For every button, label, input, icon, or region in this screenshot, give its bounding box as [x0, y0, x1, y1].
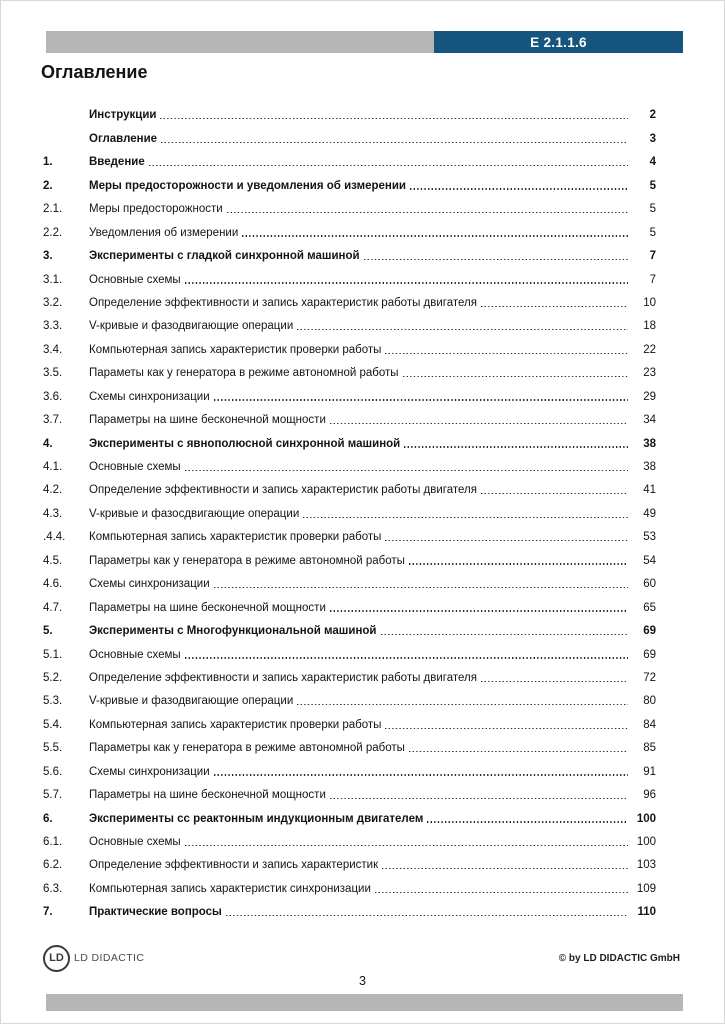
- toc-entry-number: 5.5.: [43, 742, 63, 755]
- toc-entry-page: 60: [643, 578, 656, 591]
- toc-entry-page: 10: [643, 296, 656, 309]
- toc-row[interactable]: [43, 732, 656, 755]
- toc-entry-title[interactable]: Меры предосторожности и уведомления об измерении: [89, 179, 406, 192]
- toc-entry-page: 23: [643, 367, 656, 380]
- toc-row[interactable]: [43, 896, 656, 919]
- toc-entry-page: 29: [643, 390, 656, 403]
- toc-entry-title[interactable]: Инструкции: [89, 109, 157, 122]
- dot-leader-line: [427, 821, 628, 822]
- toc-entry-number: 6.2.: [43, 859, 63, 872]
- toc-row[interactable]: [43, 287, 656, 310]
- toc-entry-page: 22: [643, 343, 656, 356]
- toc-entry-title[interactable]: Компьютерная запись характеристик проверки работы: [89, 531, 382, 544]
- header-bar-gray-segment: [46, 31, 434, 53]
- toc-entry-number: 6.3.: [43, 882, 63, 895]
- dot-leader-line: [385, 540, 628, 541]
- toc-entry-title[interactable]: Основные схемы: [89, 648, 181, 661]
- dot-leader-line: [214, 399, 628, 400]
- dot-leader-line: [409, 563, 628, 564]
- footer-bar: [46, 994, 683, 1011]
- toc-entry-page: 96: [643, 789, 656, 802]
- toc-entry-number: 3.4.: [43, 343, 63, 356]
- toc-row[interactable]: [43, 146, 656, 169]
- dot-leader-line: [149, 165, 628, 166]
- dot-leader-line: [481, 681, 628, 682]
- toc-entry-page: 85: [643, 742, 656, 755]
- dot-leader-line: [160, 118, 628, 119]
- dot-leader-line: [185, 845, 628, 846]
- toc-row[interactable]: [43, 451, 656, 474]
- toc-entry-page: 3: [649, 132, 656, 145]
- dot-leader-line: [404, 446, 628, 447]
- toc-entry-number: 3.: [43, 250, 53, 263]
- toc-entry-title[interactable]: Оглавление: [89, 132, 158, 145]
- toc-entry-title[interactable]: Схемы синхронизации: [89, 765, 210, 778]
- toc-entry-number: 2.1.: [43, 203, 63, 216]
- dot-leader-line: [385, 353, 628, 354]
- dot-leader-line: [214, 587, 628, 588]
- dot-leader-line: [330, 610, 628, 611]
- toc-entry-number: 7.: [43, 906, 53, 919]
- toc-entry-page: 38: [643, 461, 656, 473]
- dot-leader-line: [409, 751, 628, 752]
- toc-entry-title[interactable]: V-кривые и фазосдвигающие операции: [89, 507, 300, 520]
- dot-leader-line: [385, 728, 628, 729]
- toc-row[interactable]: [43, 333, 656, 356]
- logo-monogram: LD: [49, 952, 64, 964]
- dot-leader-line: [481, 306, 628, 307]
- toc-entry-title[interactable]: Определение эффективности и запись характеристик работы двигателя: [89, 671, 477, 684]
- toc-row[interactable]: [43, 193, 656, 216]
- toc-entry-number: 6.1.: [43, 836, 63, 848]
- toc-entry-number: 2.: [43, 179, 53, 192]
- toc-entry-page: 53: [643, 531, 656, 544]
- toc-entry-title[interactable]: Уведомления об измерении: [89, 226, 239, 239]
- toc-row[interactable]: [43, 568, 656, 591]
- toc-entry-number: 4.1.: [43, 461, 63, 473]
- toc-entry-title[interactable]: Эксперименты сс реактонным индукционным двигателем: [89, 812, 424, 825]
- toc-entry-number: 5.6.: [43, 765, 63, 778]
- copyright-text: © by LD DIDACTIC GmbH: [558, 952, 680, 964]
- toc-entry-title[interactable]: Схемы синхронизации: [89, 390, 210, 403]
- document-code: E 2.1.1.6: [530, 34, 587, 50]
- toc-row[interactable]: [43, 404, 656, 427]
- toc-entry-title[interactable]: Параметы как у генератора в режиме автономной работы: [89, 367, 399, 380]
- toc-row[interactable]: [43, 708, 656, 731]
- toc-entry-page: 7: [649, 250, 656, 263]
- toc-entry-number: 3.6.: [43, 390, 63, 403]
- toc-entry-title[interactable]: Эксперименты с гладкой синхронной машиной: [89, 250, 360, 263]
- toc-entry-title[interactable]: Компьютерная запись характеристик проверки работы: [89, 343, 382, 356]
- toc-entry-title[interactable]: Параметры на шине бесконечной мощности: [89, 601, 326, 614]
- toc-row[interactable]: [43, 427, 656, 450]
- toc-entry-title[interactable]: Определение эффективности и запись характеристик работы двигателя: [89, 296, 477, 309]
- dot-leader-line: [330, 423, 628, 424]
- toc-entry-number: 3.1.: [43, 273, 63, 286]
- toc-entry-number: 5.4.: [43, 718, 63, 731]
- toc-row[interactable]: [43, 802, 656, 825]
- toc-row[interactable]: [43, 497, 656, 520]
- toc-entry-title[interactable]: Практические вопросы: [89, 906, 222, 919]
- toc-row[interactable]: [43, 357, 656, 380]
- toc-entry-page: 34: [643, 414, 656, 427]
- toc-entry-title[interactable]: V-кривые и фазодвигающие операции: [89, 320, 294, 333]
- toc-row[interactable]: [43, 122, 656, 145]
- toc-entry-page: 2: [649, 109, 656, 122]
- dot-leader-line: [227, 212, 628, 213]
- toc-row[interactable]: [43, 521, 656, 544]
- toc-entry-page: 80: [643, 695, 656, 708]
- toc-entry-number: 4.: [43, 437, 53, 450]
- toc-entry-title[interactable]: Определение эффективности и запись характеристик работы двигателя: [89, 484, 477, 497]
- toc-entry-number: 5.7.: [43, 789, 63, 802]
- toc-list: [43, 99, 656, 919]
- toc-entry-number: 4.5.: [43, 554, 63, 567]
- toc-entry-page: 41: [643, 484, 656, 497]
- toc-entry-title[interactable]: Компьютерная запись характеристик проверки работы: [89, 718, 382, 731]
- toc-row[interactable]: [43, 872, 656, 895]
- toc-entry-number: 6.: [43, 812, 53, 825]
- toc-entry-page: 38: [643, 437, 656, 450]
- toc-entry-number: 3.3.: [43, 320, 63, 333]
- toc-row[interactable]: [43, 591, 656, 614]
- toc-row[interactable]: [43, 662, 656, 685]
- toc-entry-number: 3.7.: [43, 414, 63, 427]
- toc-entry-number: 5.3.: [43, 695, 63, 708]
- dot-leader-line: [161, 142, 628, 143]
- toc-entry-number: 4.7.: [43, 601, 63, 614]
- toc-row[interactable]: [43, 638, 656, 661]
- toc-row[interactable]: [43, 380, 656, 403]
- dot-leader-line: [481, 493, 628, 494]
- toc-entry-page: 4: [649, 156, 656, 169]
- toc-row[interactable]: [43, 615, 656, 638]
- toc-entry-page: 109: [636, 882, 656, 895]
- toc-entry-title[interactable]: Эксперименты с Многофункциональной машиной: [89, 625, 377, 638]
- toc-entry-page: 69: [643, 625, 656, 638]
- toc-entry-page: 54: [643, 554, 656, 567]
- footer-logo: [43, 945, 144, 972]
- toc-row[interactable]: [43, 169, 656, 192]
- toc-entry-page: 72: [643, 671, 656, 684]
- dot-leader-line: [375, 892, 628, 893]
- logo-text: LD DIDACTIC: [74, 952, 145, 964]
- toc-entry-page: 103: [636, 859, 656, 872]
- toc-entry-number: 3.2.: [43, 296, 63, 309]
- toc-entry-page: 84: [643, 718, 656, 731]
- toc-row[interactable]: [43, 685, 656, 708]
- toc-entry-number: 5.2.: [43, 671, 63, 684]
- dot-leader-line: [382, 868, 628, 869]
- toc-entry-title[interactable]: V-кривые и фазодвигающие операции: [89, 695, 294, 708]
- document-code-badge: [434, 31, 683, 53]
- toc-entry-title[interactable]: Параметры как у генератора в режиме автономной работы: [89, 742, 405, 755]
- dot-leader-line: [214, 774, 628, 775]
- toc-row[interactable]: [43, 826, 656, 849]
- ld-didactic-logo-icon: [43, 945, 70, 972]
- toc-entry-page: 5: [649, 203, 656, 216]
- toc-entry-title[interactable]: Эксперименты с явнополюсной синхронной машиной: [89, 437, 401, 450]
- toc-row[interactable]: [43, 474, 656, 497]
- toc-entry-page: 65: [643, 601, 656, 614]
- toc-entry-title[interactable]: Параметры на шине бесконечной мощности: [89, 789, 326, 802]
- toc-entry-title[interactable]: Параметры на шине бесконечной мощности: [89, 414, 326, 427]
- toc-row[interactable]: [43, 779, 656, 802]
- toc-entry-page: 110: [637, 906, 656, 919]
- toc-entry-title[interactable]: Основные схемы: [89, 273, 181, 286]
- toc-entry-page: 7: [649, 273, 656, 286]
- toc-entry-number: 2.2.: [43, 226, 63, 239]
- toc-entry-page: 100: [636, 836, 656, 848]
- dot-leader-line: [330, 798, 628, 799]
- toc-entry-page: 5: [649, 179, 656, 192]
- toc-entry-title[interactable]: Основные схемы: [89, 836, 181, 848]
- dot-leader-line: [185, 470, 628, 471]
- toc-row[interactable]: [43, 216, 656, 239]
- toc-entry-page: 18: [643, 320, 656, 333]
- toc-row[interactable]: [43, 99, 656, 122]
- header-bar: [46, 31, 683, 53]
- dot-leader-line: [381, 634, 629, 635]
- toc-row[interactable]: [43, 849, 656, 872]
- dot-leader-line: [226, 915, 628, 916]
- toc-entry-number: 4.2.: [43, 484, 63, 497]
- dot-leader-line: [185, 282, 628, 283]
- toc-entry-number: 1.: [43, 156, 53, 169]
- dot-leader-line: [297, 704, 628, 705]
- toc-entry-title[interactable]: Основные схемы: [89, 461, 181, 473]
- toc-entry-page: 5: [649, 226, 656, 239]
- toc-entry-number: 5.1.: [43, 648, 63, 661]
- toc-entry-page: 49: [643, 507, 656, 520]
- toc-entry-number: 3.5.: [43, 367, 63, 380]
- dot-leader-line: [303, 517, 628, 518]
- toc-entry-title[interactable]: Параметры как у генератора в режиме автономной работы: [89, 554, 405, 567]
- dot-leader-line: [403, 376, 628, 377]
- toc-entry-page: 91: [643, 765, 656, 778]
- toc-entry-title[interactable]: Меры предосторожности: [89, 203, 223, 216]
- dot-leader-line: [297, 329, 628, 330]
- toc-entry-title[interactable]: Схемы синхронизации: [89, 578, 210, 591]
- toc-row[interactable]: [43, 263, 656, 286]
- toc-entry-title[interactable]: Определение эффективности и запись характеристик: [89, 859, 379, 872]
- dot-leader-line: [185, 657, 628, 658]
- toc-row[interactable]: [43, 544, 656, 567]
- toc-row[interactable]: [43, 240, 656, 263]
- toc-entry-title[interactable]: Компьютерная запись характеристик синхронизации: [89, 882, 371, 895]
- toc-entry-number: 5.: [43, 625, 53, 638]
- toc-entry-title[interactable]: Введение: [89, 156, 145, 169]
- page-title: Оглавление: [41, 62, 148, 82]
- dot-leader-line: [410, 188, 628, 189]
- toc-row[interactable]: [43, 755, 656, 778]
- toc-entry-number: .4.4.: [43, 531, 66, 544]
- toc-entry-page: 69: [643, 648, 656, 661]
- toc-entry-number: 4.3.: [43, 507, 63, 520]
- footer: [43, 942, 680, 974]
- toc-entry-page: 100: [636, 812, 656, 825]
- toc-row[interactable]: [43, 310, 656, 333]
- page-number: 3: [359, 974, 366, 988]
- dot-leader-line: [364, 259, 628, 260]
- dot-leader-line: [242, 235, 628, 236]
- toc-entry-number: 4.6.: [43, 578, 63, 591]
